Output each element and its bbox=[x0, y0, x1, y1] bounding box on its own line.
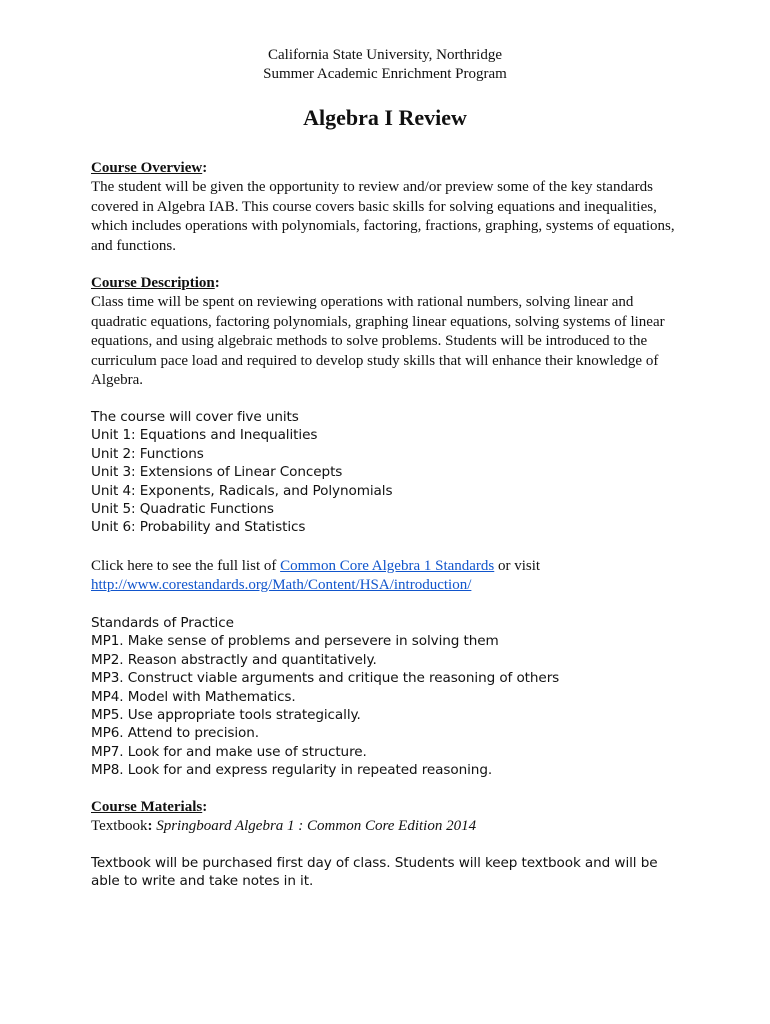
unit-item: Unit 1: Equations and Inequalities bbox=[91, 427, 318, 444]
standards-link-line bbox=[91, 557, 691, 576]
units-intro: The course will cover five units bbox=[91, 409, 299, 425]
units-section bbox=[91, 408, 691, 537]
course-overview-section bbox=[91, 159, 691, 256]
unit-item: Unit 5: Quadratic Functions bbox=[91, 501, 274, 518]
textbook-colon: : bbox=[147, 818, 157, 835]
course-overview-heading bbox=[91, 159, 691, 178]
course-materials-section bbox=[91, 798, 691, 837]
textbook-title: Springboard Algebra 1 : Common Core Edition 2014 bbox=[156, 818, 477, 835]
textbook-line bbox=[91, 817, 691, 836]
practice-item: MP8. Look for and express regularity in repeated reasoning. bbox=[91, 762, 493, 779]
course-materials-colon: : bbox=[202, 799, 208, 815]
standards-link-prefix: Click here to see the full list of bbox=[91, 558, 281, 574]
standards-of-practice-section bbox=[91, 614, 691, 780]
course-description-label: Course Description bbox=[91, 275, 215, 291]
course-description-heading bbox=[91, 274, 691, 293]
course-overview-text: The student will be given the opportunity to review and/or preview some of the key standards covered in Algebra IAB. This course covers basic skills for solving equations and inequalities, which includes operations with polynomials, factoring, fractions, graphing, systems of equations, and functions. bbox=[91, 179, 675, 254]
standards-link-middle: or visit bbox=[494, 558, 541, 574]
course-overview-colon: : bbox=[202, 160, 208, 176]
unit-item: Unit 6: Probability and Statistics bbox=[91, 519, 306, 536]
practice-item: MP4. Model with Mathematics. bbox=[91, 688, 296, 705]
header-university: California State University, Northridge bbox=[268, 47, 502, 63]
unit-item: Unit 3: Extensions of Linear Concepts bbox=[91, 464, 343, 481]
unit-item: Unit 4: Exponents, Radicals, and Polynomials bbox=[91, 482, 393, 499]
practice-item: MP3. Construct viable arguments and critique the reasoning of others bbox=[91, 670, 560, 687]
practice-item: MP1. Make sense of problems and persevere in solving them bbox=[91, 633, 499, 650]
course-description-section bbox=[91, 274, 691, 390]
practice-heading: Standards of Practice bbox=[91, 615, 234, 631]
course-description-text: Class time will be spent on reviewing operations with rational numbers, solving linear and quadratic equations, factoring polynomials, graphing linear equations, solving systems of linear equations, and using algebraic methods to solve problems. Students will be introduced to the curriculum pace load and required to develop study skills that will enhance their knowledge of Algebra. bbox=[91, 294, 665, 389]
practice-item: MP2. Reason abstractly and quantitatively. bbox=[91, 651, 377, 668]
page-title: Algebra I Review bbox=[303, 105, 467, 130]
header bbox=[0, 46, 770, 84]
unit-item: Unit 2: Functions bbox=[91, 445, 204, 462]
corestandards-url-link[interactable]: http://www.corestandards.org/Math/Content/HSA/introduction/ bbox=[91, 577, 472, 594]
course-materials-heading bbox=[91, 798, 691, 817]
common-core-standards-link[interactable]: Common Core Algebra 1 Standards bbox=[280, 558, 495, 574]
course-overview-label: Course Overview bbox=[91, 160, 203, 176]
purchase-note: Textbook will be purchased first day of class. Students will keep textbook and will be able to write and take notes in it. bbox=[91, 855, 658, 890]
standards-link-paragraph bbox=[91, 557, 691, 596]
header-program: Summer Academic Enrichment Program bbox=[263, 66, 507, 82]
course-description-colon: : bbox=[214, 275, 220, 291]
practice-item: MP7. Look for and make use of structure. bbox=[91, 743, 367, 760]
textbook-label: Textbook bbox=[91, 818, 148, 835]
course-materials-label: Course Materials bbox=[91, 799, 203, 815]
practice-item: MP6. Attend to precision. bbox=[91, 725, 259, 742]
practice-item: MP5. Use appropriate tools strategically. bbox=[91, 707, 361, 724]
